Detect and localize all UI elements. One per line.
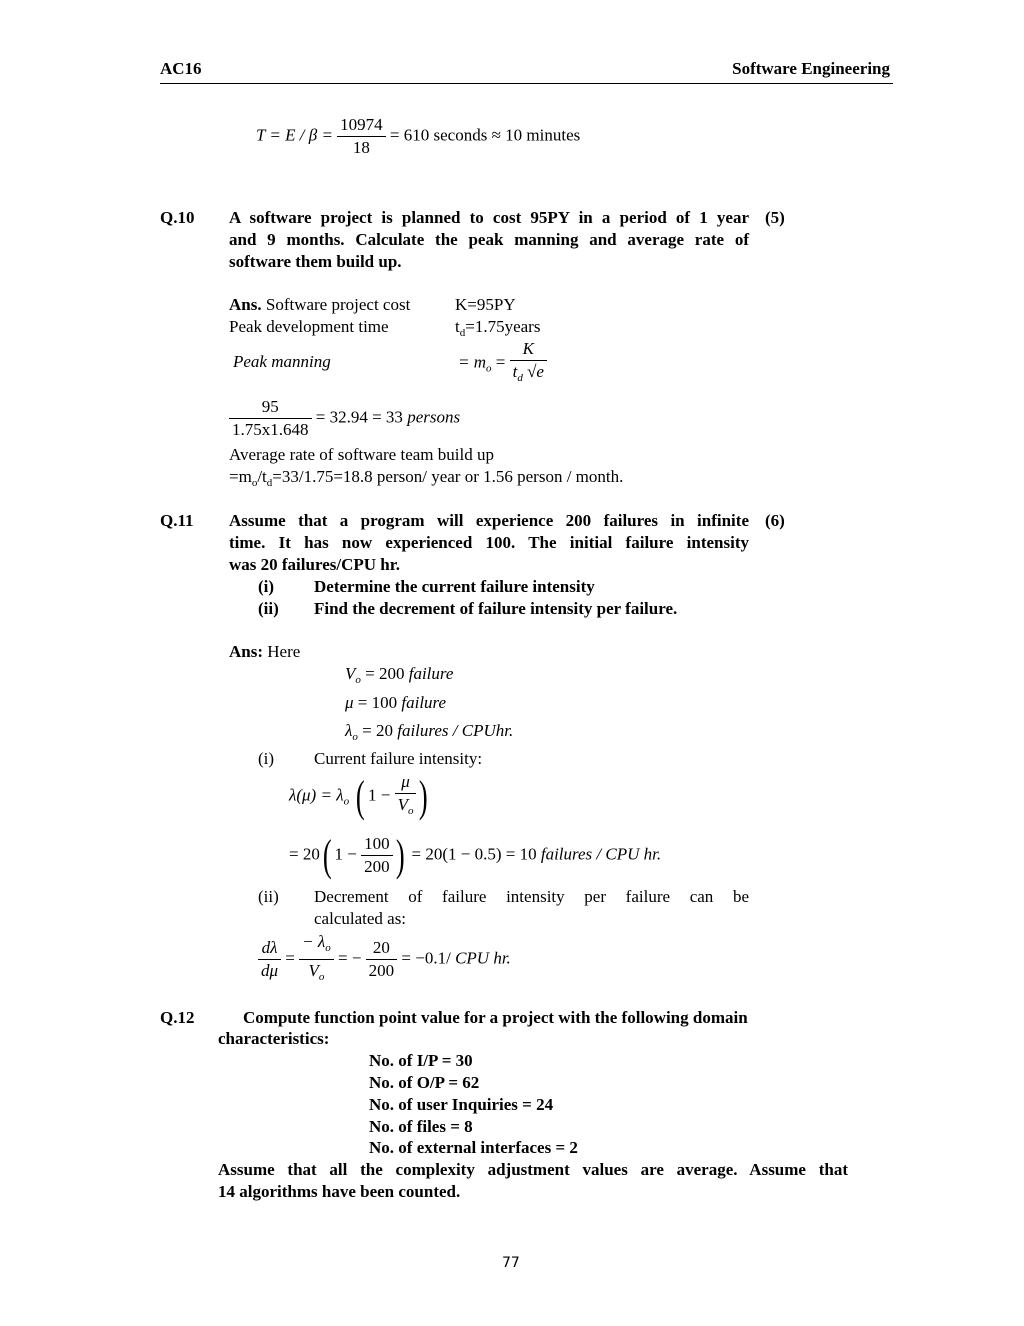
calc-unit: persons — [402, 407, 461, 427]
q10-ans-cost — [229, 294, 410, 316]
q10-line1: A software project is planned to cost 95PY in a period of 1 year — [229, 208, 749, 227]
equation-t — [256, 114, 580, 159]
given-lambda-unit: failures / CPUhr. — [397, 721, 514, 740]
q10-line3: software them build up. — [229, 252, 402, 271]
q11-ans-text: Here — [263, 642, 301, 661]
q12-closing1: Assume that all the complexity adjustment values are average. Assume that — [218, 1160, 848, 1179]
eq2-rhs: = 20(1 − 0.5) = 10 — [411, 844, 541, 864]
pm-eq-sub: o — [486, 362, 492, 375]
calc-num: 95 — [229, 396, 312, 419]
q10-line2: and 9 months. Calculate the peak manning and average rate of — [229, 230, 749, 249]
d-num2-l: − λ — [302, 932, 326, 951]
q12-item: No. of external interfaces = 2 — [369, 1138, 578, 1157]
q11-given-mu — [345, 692, 446, 714]
q12-item: No. of files = 8 — [369, 1117, 473, 1136]
pm-eq2: = — [491, 352, 506, 372]
q11-given-lambda — [345, 720, 513, 748]
eq1-den-sub: o — [407, 805, 414, 817]
eq2-fraction — [361, 833, 393, 878]
eq2-unit: failures / CPU hr. — [540, 844, 662, 864]
pm-den — [510, 361, 547, 389]
given-mu-unit: failure — [401, 693, 447, 712]
q12-item: No. of user Inquiries = 24 — [369, 1095, 554, 1114]
eq2-den: 200 — [364, 857, 390, 876]
given-lambda-sub: o — [352, 731, 358, 743]
equation-t-lhs: T = E / β = — [256, 125, 333, 145]
d-num2-sub: o — [325, 942, 331, 954]
pm-den-sub: d — [517, 372, 523, 384]
q10-cost-label: Software project cost — [261, 295, 411, 314]
q10-avg-line1: Average rate of software team build up — [229, 445, 494, 464]
eq2-lhs: = 20 — [289, 844, 320, 864]
given-mu-eq: = 100 — [353, 693, 402, 712]
q12-item: No. of I/P = 30 — [369, 1051, 473, 1070]
q11-eq2: = 20( 1 − $\frac{100}{200}$ ) = 20(1 − 0.5) = 10 failures / CPU hr. — [289, 830, 662, 880]
q10-cost-value: K=95PY — [455, 295, 516, 314]
given-mu: μ — [345, 693, 354, 712]
eq1-one: 1 − — [367, 785, 391, 805]
pm-eq: = m — [458, 352, 486, 372]
q11-ans — [229, 641, 300, 663]
equation-t-rhs: = 610 seconds ≈ 10 minutes — [389, 125, 581, 145]
calc-fraction — [229, 396, 312, 441]
avg-t-sub: d — [266, 477, 273, 489]
d-num2 — [299, 931, 334, 960]
q11-number: Q.11 — [160, 511, 194, 530]
pm-fraction — [510, 338, 547, 389]
eq2-num: 100 — [361, 833, 393, 856]
q11-ans-label: Ans: — [229, 642, 264, 661]
q11-part-i-label: (i) — [258, 577, 275, 596]
pm-den-rest: √e — [522, 362, 544, 381]
q10-ans-label: Ans. — [229, 295, 262, 314]
q11-line1: Assume that a program will experience 200 failures in infinite — [229, 511, 749, 530]
q12-closing2: 14 algorithms have been counted. — [218, 1182, 461, 1201]
given-v-sub: o — [355, 674, 361, 686]
td-sub: d — [459, 327, 466, 339]
q11-marks: (6) — [765, 511, 785, 530]
d-den1: dμ — [261, 961, 279, 980]
q10-marks: (5) — [765, 208, 785, 227]
q11-ii-line1: Decrement of failure intensity per failure can be — [314, 887, 749, 906]
q11-ii-line2: calculated as: — [314, 909, 407, 928]
given-v: V — [345, 664, 356, 683]
calc-rhs: = 32.94 = 33 — [315, 407, 403, 427]
d-den2-sub: o — [318, 971, 325, 983]
given-v-unit: failure — [408, 664, 454, 683]
d-num3: 20 — [366, 937, 398, 960]
q10-number: Q.10 — [160, 208, 195, 227]
d-fraction-2 — [299, 931, 334, 988]
d-rhs: = −0.1/ — [401, 948, 456, 968]
pm-den-t: t — [512, 362, 518, 381]
fraction-numerator: 10974 — [337, 114, 386, 137]
d-den2 — [299, 960, 334, 988]
d-den3: 200 — [368, 961, 395, 980]
q10-avg-line2 — [229, 466, 623, 494]
q11-derivative: $\frac{d\lambda}{d\mu}$ = $\frac{- \lambda_o}{V_o}$ = − $\frac{20}{200}$ = −0.1/ CPU hr. — [258, 931, 511, 988]
q12-item: No. of O/P = 62 — [369, 1073, 480, 1092]
q10-peak-dev-label: Peak development time — [229, 317, 389, 336]
avg-m: =m — [229, 467, 252, 486]
header-rule — [160, 83, 893, 84]
q12-line2: characteristics: — [218, 1029, 330, 1048]
avg-m-sub: o — [251, 477, 258, 489]
eq1-fraction — [395, 771, 417, 822]
page-number: 77 — [502, 1255, 520, 1271]
d-fraction-1 — [258, 937, 281, 982]
q12-number: Q.12 — [160, 1008, 195, 1027]
d-num1: dλ — [258, 937, 281, 960]
eq1-den-v: V — [397, 795, 408, 814]
pm-num: K — [510, 338, 547, 361]
td-t: t — [455, 317, 460, 336]
calc-den: 1.75x1.648 — [232, 420, 309, 439]
given-v-eq: = 200 — [360, 664, 409, 683]
q11-part-ii-label: (ii) — [258, 599, 279, 618]
q11-part-ii-text: Find the decrement of failure intensity per failure. — [314, 599, 678, 618]
q10-peak-manning-label: Peak manning — [233, 352, 331, 371]
given-lambda: λ — [345, 721, 353, 740]
fraction-denominator: 18 — [352, 138, 370, 157]
q11-line3: was 20 failures/CPU hr. — [229, 555, 400, 574]
equation-t-fraction — [337, 114, 386, 159]
q11-part-i-text: Determine the current failure intensity — [314, 577, 595, 596]
td-value: =1.75years — [465, 317, 541, 336]
q11-line2: time. It has now experienced 100. The initial failure intensity — [229, 533, 749, 552]
eq1-lhs: λ(μ) = λ — [289, 785, 344, 805]
eq1-den — [395, 794, 417, 822]
eq1-num: μ — [395, 771, 417, 794]
d-den2-v: V — [308, 961, 319, 980]
eq2-one: 1 − — [334, 844, 357, 864]
q12-line1: Compute function point value for a project with the following domain — [243, 1008, 748, 1027]
header-right: Software Engineering — [732, 59, 890, 78]
eq1-sub: o — [343, 795, 350, 808]
q11-i-text: Current failure intensity: — [314, 749, 483, 768]
q11-ii-label: (ii) — [258, 887, 279, 906]
d-unit: CPU hr. — [455, 948, 511, 968]
q11-given-v — [345, 663, 453, 691]
q10-peak-manning-eq — [458, 338, 547, 389]
q11-eq1: $\lambda(\mu) = \lambda_o$ ( 1 − $\frac{\mu}{V_o}$ ) — [289, 771, 429, 821]
q10-calc — [229, 396, 460, 441]
header-left: AC16 — [160, 59, 202, 78]
avg-t: /t — [257, 467, 267, 486]
avg-rest: =33/1.75=18.8 person/ year or 1.56 person / month. — [272, 467, 624, 486]
q11-i-label: (i) — [258, 749, 275, 768]
d-fraction-3 — [366, 937, 398, 982]
given-lambda-eq: = 20 — [357, 721, 398, 740]
